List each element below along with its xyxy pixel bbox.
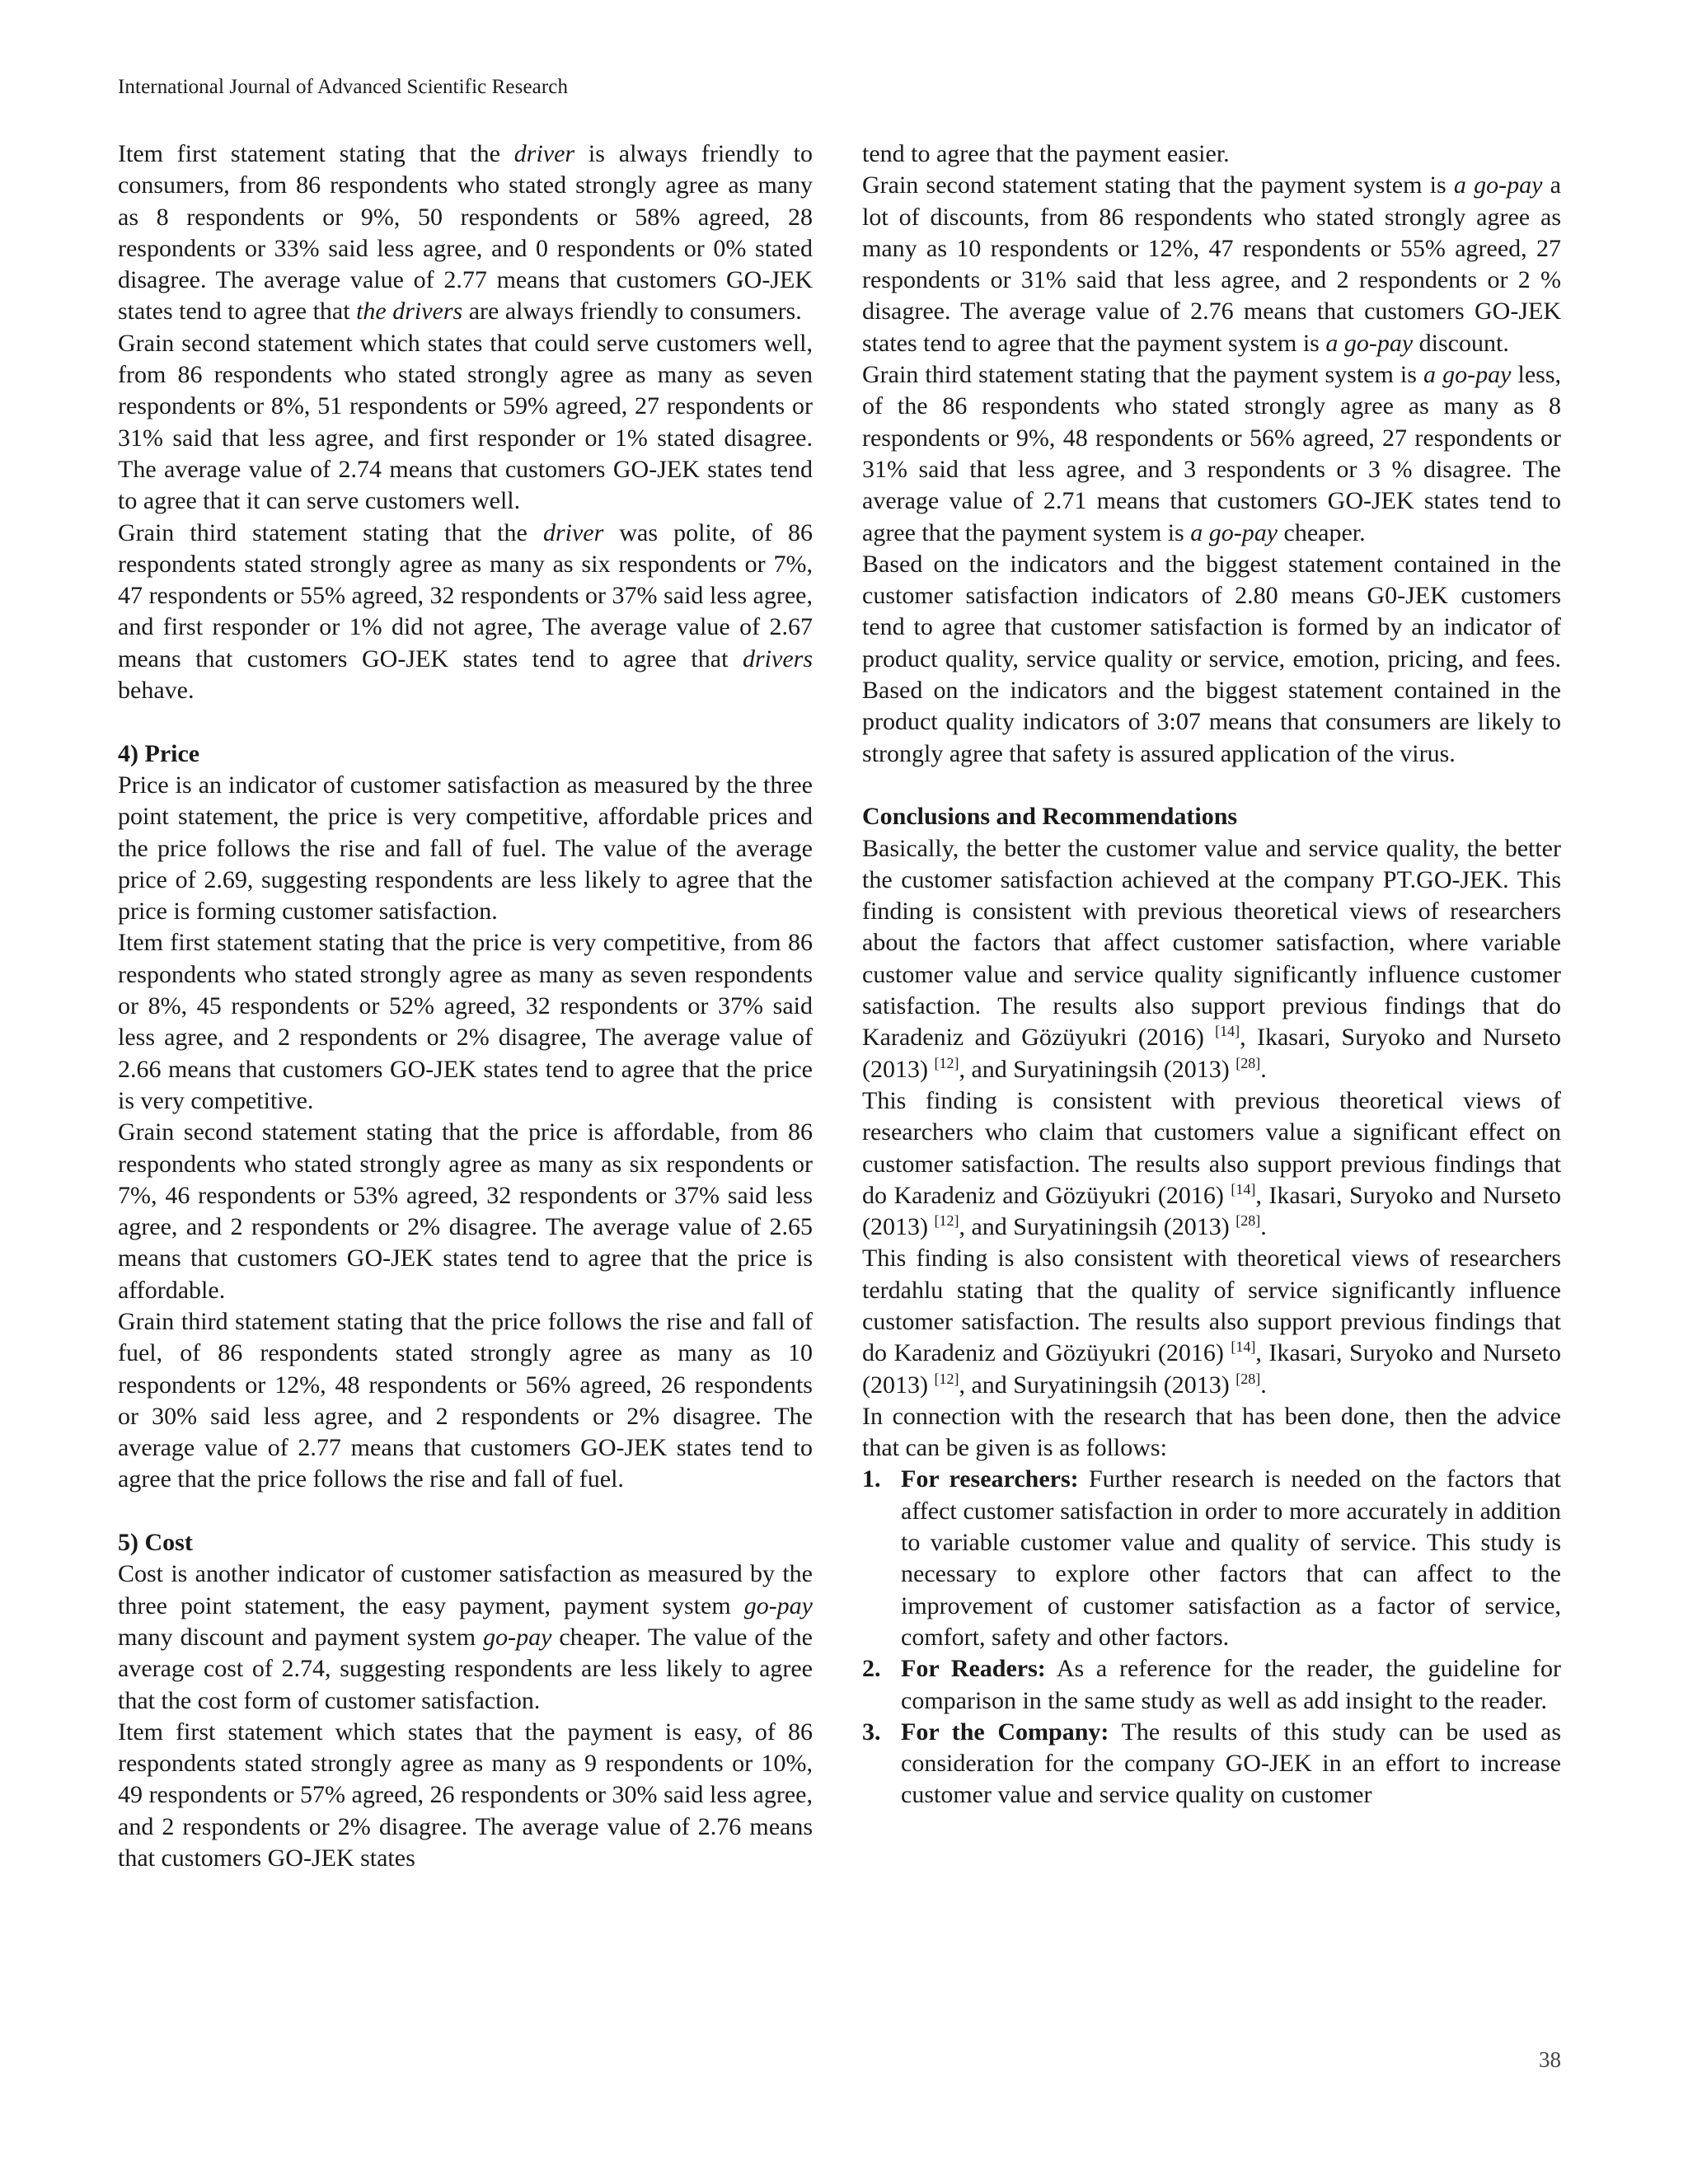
heading-price: 4) Price [118, 739, 200, 767]
citation-ref: [14] [1231, 1180, 1256, 1197]
paragraph-price-affordable: Grain second statement stating that the price is affordable, from 86 respondents who stated strongly agree as many as six respondents or 7%, 46 respondents or 53% agreed, 32 respondents or 37% said less agree, and 2 respondents or 2% disagree. The average value of 2.65 means that customers GO-JEK states tend to agree that the price is affordable. [118, 1118, 813, 1304]
paragraph-summary: Based on the indicators and the biggest statement contained in the customer satisfaction indicators of 2.80 means G0-JEK customers tend to agree that customer satisfaction is formed by an indicator of product quality, service quality or service, emotion, pricing, and fees. Based on the indicators and the biggest statement contained in the product quality indicators of 3:07 means that consumers are likely to strongly agree that safety is assured application of the virus. [862, 550, 1561, 767]
recommendation-item: 1. For researchers: Further research is needed on the factors that affect customer satisfaction in order to more accurately in addition to variable customer value and quality of service. This study is necessary to explore other factors that can affect to the improvement of customer satisfaction as a factor of service, comfort, safety and other factors. [862, 1465, 1562, 1651]
citation-ref: [12] [934, 1370, 959, 1387]
paragraph-conclusion-3: This finding is also consistent with theoretical views of researchers terdahlu stating that the quality of service significantly influence customer satisfaction. The results also support previous findings that do Karadeniz and Gözüyukri (2016) [14], Ikasari, Suryoko and Nurseto (2013) [12], and Suryatiningsih (2013) [28]. [862, 1244, 1562, 1399]
citation-ref: [28] [1236, 1370, 1261, 1387]
paragraph-price-competitive: Item first statement stating that the price is very competitive, from 86 respondents who stated strongly agree as many as seven respondents or 8%, 45 respondents or 52% agreed, 32 respondents or 37% said less agree, and 2 respondents or 2% disagree, The average value of 2.66 means that customers GO-JEK states tend to agree that the price is very competitive. [118, 929, 813, 1114]
paragraph-advice-intro: In connection with the research that has been done, then the advice that can be given is as follows: [862, 1402, 1561, 1462]
paragraph-driver-friendly: Item first statement stating that the driver is always friendly to consumers, from 86 respondents who stated strongly agree as many as 8 respondents or 9%, 50 respondents or 58% agreed, 28 respondents or 33% said less agree, and 0 respondents or 0% stated disagree. The average value of 2.77 means that customers GO-JEK states tend to agree that the drivers are always friendly to consumers. [118, 140, 813, 326]
citation-ref: [12] [934, 1054, 959, 1071]
paragraph-price-fuel: Grain third statement stating that the price follows the rise and fall of fuel, of 86 respondents stated strongly agree as many as 10 respondents or 12%, 48 respondents or 56% agreed, 26 respondents or 30% said less agree, and 2 respondents or 2% disagree. The average value of 2.77 means that customers GO-JEK states tend to agree that the price follows the rise and fall of fuel. [118, 1307, 813, 1493]
journal-header: International Journal of Advanced Scientific Research [118, 76, 569, 98]
paragraph-conclusion-1: Basically, the better the customer value and service quality, the better the customer satisfaction achieved at the company PT.GO-JEK. This finding is consistent with previous theoretical views of researchers about the factors that affect customer satisfaction, where variable customer value and service quality significantly influence customer satisfaction. The results also support previous findings that do Karadeniz and Gözüyukri (2016) [14], Ikasari, Suryoko and Nurseto (2013) [12], and Suryatiningsih (2013) [28]. [862, 834, 1562, 1083]
citation-ref: [14] [1231, 1338, 1256, 1356]
paragraph-serve-well: Grain second statement which states that could serve customers well, from 86 respondents who stated strongly agree as many as seven respondents or 8%, 51 respondents or 59% agreed, 27 respondents or 31% said that less agree, and first responder or 1% stated disagree. The average value of 2.74 means that customers GO-JEK states tend to agree that it can serve customers well. [118, 329, 813, 515]
paragraph-price-intro: Price is an indicator of customer satisfaction as measured by the three point statement, the price is very competitive, affordable prices and the price follows the rise and fall of fuel. The value of the average price of 2.69, suggesting respondents are less likely to agree that the price is forming customer satisfaction. [118, 771, 813, 926]
citation-ref: [12] [934, 1212, 959, 1230]
paragraph-gopay-less: Grain third statement stating that the payment system is a go-pay less, of the 86 respondents who stated strongly agree as many as 8 respondents or 9%, 48 respondents or 56% agreed, 27 respondents or 31% said that less agree, and 3 respondents or 3 % disagree. The average value of 2.71 means that customers GO-JEK states tend to agree that the payment system is a go-pay cheaper. [862, 361, 1562, 546]
paragraph-payment-easy: Item first statement which states that the payment is easy, of 86 respondents stated strongly agree as many as 9 respondents or 10%, 49 respondents or 57% agreed, 26 respondents or 30% said less agree, and 2 respondents or 2% disagree. The average value of 2.76 means that customers GO-JEK states [118, 1718, 813, 1872]
citation-ref: [14] [1215, 1023, 1240, 1040]
heading-cost: 5) Cost [118, 1529, 193, 1557]
paragraph-conclusion-2: This finding is consistent with previous theoretical views of researchers who claim that customers value a significant effect on customer satisfaction. The results also support previous findings that do Karadeniz and Gözüyukri (2016) [14], Ikasari, Suryoko and Nurseto (2013) [12], and Suryatiningsih (2013) [28]. [862, 1086, 1562, 1241]
recommendation-item: 3. For the Company: The results of this study can be used as consideration for the company GO-JEK in an effort to increase customer value and service quality on customer [862, 1718, 1561, 1809]
paragraph-cost-intro: Cost is another indicator of customer satisfaction as measured by the three point statement, the easy payment, payment system go-pay many discount and payment system go-pay cheaper. The value of the average cost of 2.74, suggesting respondents are less likely to agree that the cost form of customer satisfaction. [118, 1560, 813, 1714]
recommendation-item: 2. For Readers: As a reference for the reader, the guideline for comparison in the same study as well as add insight to the reader. [862, 1655, 1562, 1714]
paragraph-continued: tend to agree that the payment easier. [862, 140, 1230, 167]
citation-ref: [28] [1236, 1212, 1261, 1230]
left-column [118, 138, 813, 1874]
citation-ref: [28] [1236, 1054, 1261, 1071]
page-number: 38 [1539, 2047, 1561, 2072]
paragraph-gopay-discount: Grain second statement stating that the payment system is a go-pay a lot of discounts, from 86 respondents who stated strongly agree as many as 10 respondents or 12%, 47 respondents or 55% agreed, 27 respondents or 31% said that less agree, and 2 respondents or 2 % disagree. The average value of 2.76 means that customers GO-JEK states tend to agree that the payment system is a go-pay discount. [862, 171, 1561, 357]
heading-conclusions: Conclusions and Recommendations [862, 803, 1238, 831]
right-column [862, 138, 1561, 1811]
recommendations-list [862, 1464, 1561, 1811]
paragraph-driver-polite: Grain third statement stating that the driver was polite, of 86 respondents stated strongly agree as many as six respondents or 7%, 47 respondents or 55% agreed, 32 respondents or 37% said less agree, and first responder or 1% did not agree, The average value of 2.67 means that customers GO-JEK states tend to agree that drivers behave. [118, 518, 814, 705]
